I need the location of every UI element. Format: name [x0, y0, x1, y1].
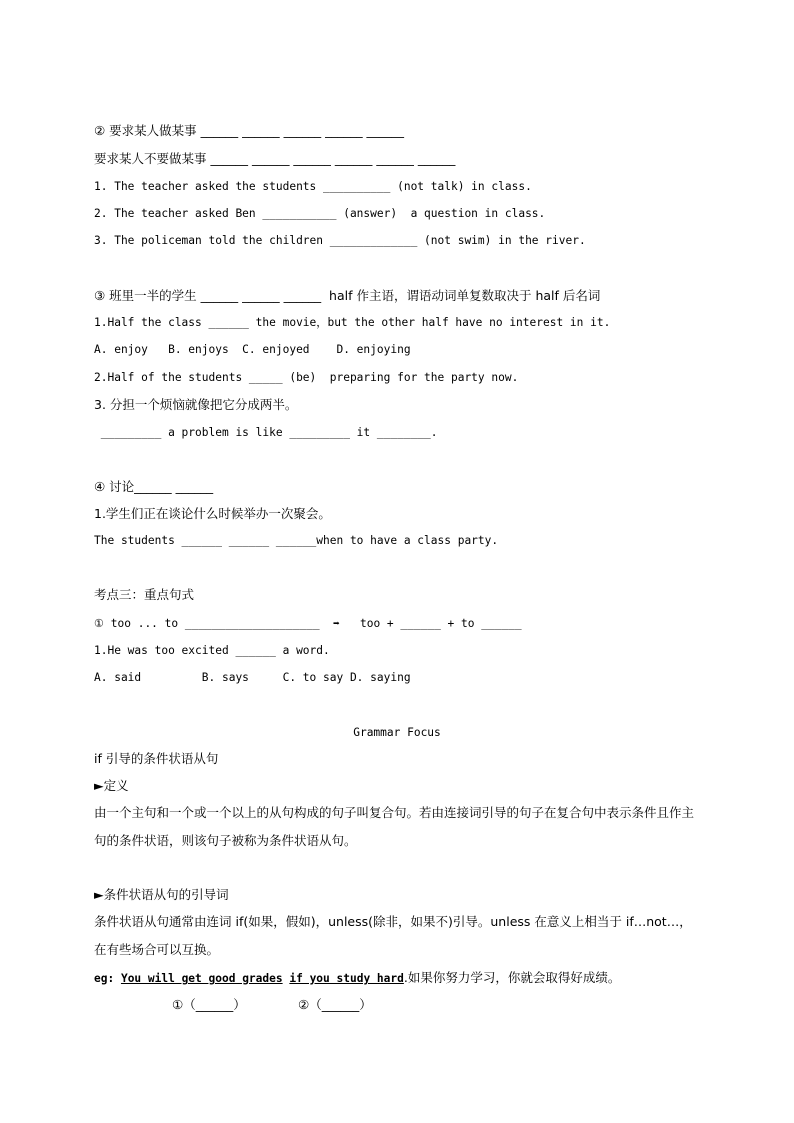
question-2-2: 2. The teacher asked Ben ___________ (answer) a question in class. [94, 207, 546, 220]
key-point-3-options: A. said B. says C. to say D. saying [94, 671, 411, 684]
blank-1: ①（______） [172, 997, 246, 1012]
definition-heading: ►定义 [94, 778, 129, 793]
conjunction-heading: ►条件状语从句的引导词 [94, 887, 229, 902]
example-sentence [94, 970, 620, 987]
question-4-1: 1.学生们正在谈论什么时候举办一次聚会。 [94, 506, 331, 521]
question-4-1-blanks: The students ______ ______ ______when to have a class party. [94, 534, 499, 547]
section-2-title: ② 要求某人做某事 ______ ______ ______ ______ ______ [94, 123, 405, 138]
key-point-3-pattern: ① too ... to ____________________ ➡ too + ______ + to ______ [94, 617, 522, 630]
conjunction-text: 条件状语从句通常由连词 if(如果，假如)，unless(除非，如果不)引导。unless 在意义上相当于 if…not…，在有些场合可以互换。 [94, 914, 692, 957]
question-2-3: 3. The policeman told the children _____________ (not swim) in the river. [94, 234, 586, 247]
question-3-1-options: A. enjoy B. enjoys C. enjoyed D. enjoying [94, 343, 411, 356]
question-3-3: 3. 分担一个烦恼就像把它分成两半。 [94, 397, 298, 412]
question-2-1: 1. The teacher asked the students __________ (not talk) in class. [94, 180, 532, 193]
question-3-3-blanks: _________ a problem is like _________ it ________. [94, 426, 438, 439]
grammar-heading: Grammar Focus [353, 726, 441, 739]
question-3-1: 1.Half the class ______ the movie，but the other half have no interest in it. [94, 316, 611, 329]
definition-text: 由一个主句和一个或一个以上的从句构成的句子叫复合句。若由连接词引导的句子在复合句中表示条件且作主句的条件状语，则该句子被称为条件状语从句。 [94, 805, 695, 848]
key-point-3-question-1: 1.He was too excited ______ a word. [94, 644, 330, 657]
example-translation: .如果你努力学习，你就会取得好成绩。 [403, 970, 621, 985]
section-2-negative: 要求某人不要做某事 ______ ______ ______ ______ ______ ______ [94, 151, 456, 166]
example-sub-clause: if you study hard [289, 972, 404, 985]
example-main-clause: You will get good grades [120, 972, 283, 985]
key-point-3-title: 考点三：重点句式 [94, 587, 195, 602]
grammar-subtitle: if 引导的条件状语从句 [94, 751, 219, 766]
section-4-title: ④ 讨论______ ______ [94, 479, 214, 494]
example-label: eg: [94, 972, 121, 985]
blank-2: ②（______） [298, 997, 372, 1012]
section-3-title: ③ 班里一半的学生 ______ ______ ______ half 作主语，谓语动词单复数取决于 half 后名词 [94, 288, 601, 303]
question-3-2: 2.Half of the students _____ (be) preparing for the party now. [94, 371, 519, 384]
